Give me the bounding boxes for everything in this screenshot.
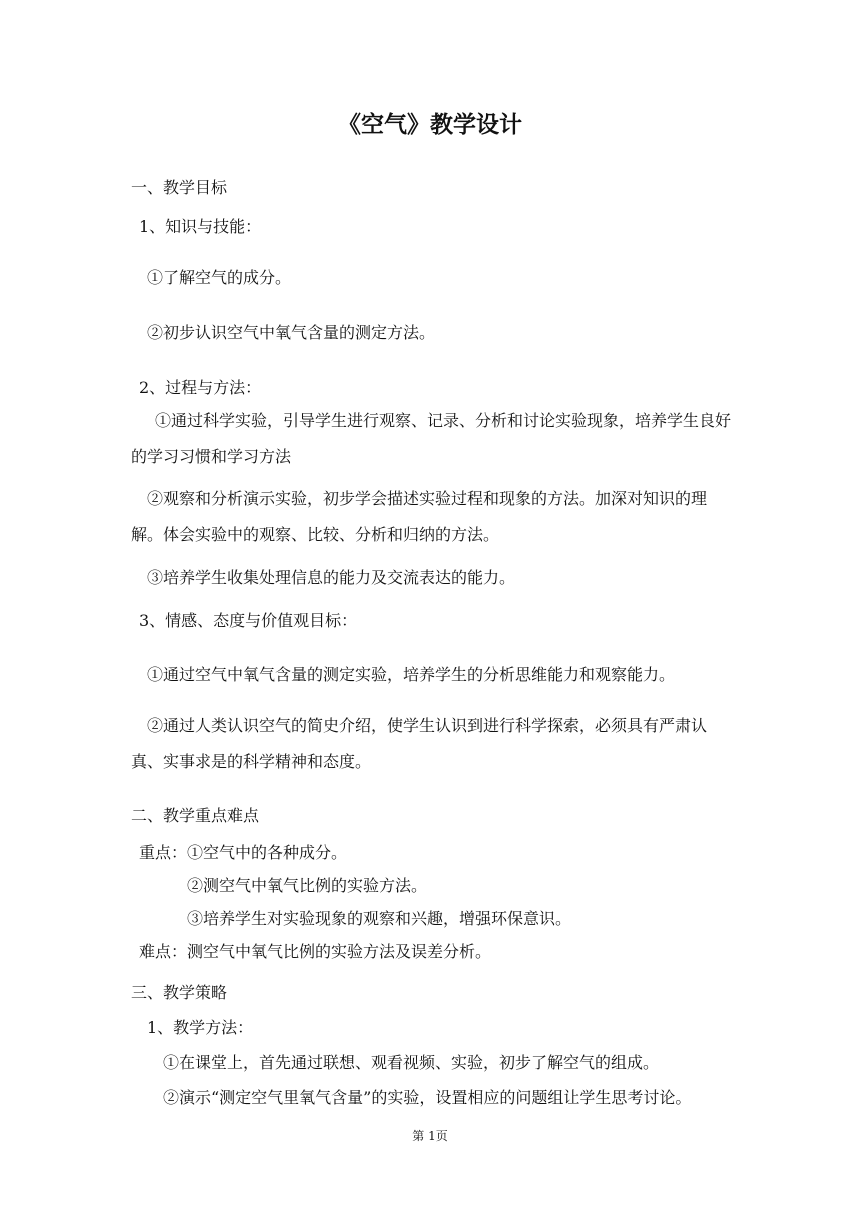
paragraph: ②演示“测定空气里氧气含量”的实验，设置相应的问题组让学生思考讨论。 bbox=[163, 1088, 692, 1107]
page-number: 第 1页 bbox=[412, 1129, 448, 1143]
paragraph: ①通过科学实验，引导学生进行观察、记录、分析和讨论实验现象，培养学生良好的学习习惯和学习方法 bbox=[131, 411, 732, 466]
key-points-label: 重点： bbox=[139, 843, 188, 862]
key-point: ②测空气中氧气比例的实验方法。 bbox=[187, 876, 428, 895]
paragraph: ②观察和分析演示实验，初步学会描述实验过程和现象的方法。加深对知识的理解。体会实验中的观察、比较、分析和归纳的方法。 bbox=[131, 489, 708, 544]
paragraph: ②初步认识空气中氧气含量的测定方法。 bbox=[147, 323, 436, 342]
paragraph: ①在课堂上，首先通过联想、观看视频、实验，初步了解空气的组成。 bbox=[163, 1053, 660, 1072]
subheading-knowledge-skills: 1、知识与技能： bbox=[139, 217, 262, 236]
section-heading-strategy: 三、教学策略 bbox=[131, 983, 228, 1002]
section-heading-key-difficult: 二、教学重点难点 bbox=[131, 806, 260, 825]
section-heading-objectives: 一、教学目标 bbox=[131, 178, 228, 197]
subheading-teaching-methods: 1、教学方法： bbox=[147, 1018, 254, 1037]
difficulty-point: 难点：测空气中氧气比例的实验方法及误差分析。 bbox=[139, 942, 492, 961]
subheading-emotion-values: 3、情感、态度与价值观目标： bbox=[139, 611, 358, 630]
paragraph: ③培养学生收集处理信息的能力及交流表达的能力。 bbox=[147, 568, 516, 587]
key-point: ③培养学生对实验现象的观察和兴趣，增强环保意识。 bbox=[187, 909, 572, 928]
subheading-process-methods: 2、过程与方法： bbox=[139, 378, 262, 397]
paragraph: ②通过人类认识空气的简史介绍，使学生认识到进行科学探索，必须具有严肃认真、实事求是的科学精神和态度。 bbox=[131, 716, 708, 771]
document-title: 《空气》教学设计 bbox=[338, 111, 522, 138]
key-point: ①空气中的各种成分。 bbox=[187, 843, 348, 862]
paragraph: ①了解空气的成分。 bbox=[147, 268, 292, 287]
paragraph: ①通过空气中氧气含量的测定实验，培养学生的分析思维能力和观察能力。 bbox=[147, 665, 676, 684]
